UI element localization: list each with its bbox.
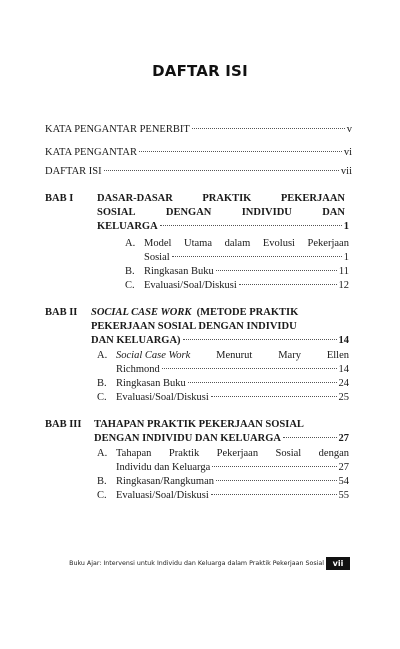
toc-entry-label: Evaluasi/Soal/Diskusi bbox=[144, 280, 237, 291]
chapter-title-line[interactable]: TAHAPAN PRAKTIK PEKERJAAN SOSIAL bbox=[94, 419, 304, 430]
leader-dots bbox=[216, 270, 337, 271]
toc-entry-page: 1 bbox=[343, 252, 349, 263]
toc-entry-bab-1-b[interactable] bbox=[144, 265, 349, 278]
chapter-title-word: PRAKTIK bbox=[202, 193, 252, 204]
section-title-word: Praktik bbox=[168, 448, 200, 459]
toc-entry-bab-2[interactable] bbox=[91, 334, 349, 347]
toc-entry-page: vii bbox=[340, 166, 352, 177]
leader-dots bbox=[139, 151, 342, 152]
toc-entry-bab-3[interactable] bbox=[94, 432, 349, 445]
toc-entry-label: Ringkasan Buku bbox=[116, 378, 186, 389]
leader-dots bbox=[104, 170, 339, 171]
section-title-italic: Social Case Work bbox=[116, 350, 191, 361]
toc-entry-page: v bbox=[346, 124, 352, 135]
toc-entry-page: 27 bbox=[338, 433, 349, 444]
chapter-title-word: DAN bbox=[322, 207, 345, 218]
section-letter: B. bbox=[97, 378, 107, 389]
section-title-line[interactable] bbox=[144, 237, 349, 250]
chapter-title-word: PEKERJAAN bbox=[280, 193, 345, 204]
toc-entry-page: 55 bbox=[338, 490, 349, 501]
section-letter: C. bbox=[125, 280, 135, 291]
leader-dots bbox=[192, 128, 345, 129]
toc-entry-label: Evaluasi/Soal/Diskusi bbox=[116, 490, 209, 501]
toc-entry-label: KATA PENGANTAR bbox=[45, 147, 137, 158]
section-title-end: Individu dan Keluarga bbox=[116, 462, 211, 473]
toc-entry-page: 11 bbox=[338, 266, 349, 277]
toc-entry-label: Ringkasan Buku bbox=[144, 266, 214, 277]
page-footer bbox=[0, 557, 400, 571]
leader-dots bbox=[216, 480, 337, 481]
section-title-end: Sosial bbox=[144, 252, 170, 263]
toc-entry-page: 25 bbox=[338, 392, 349, 403]
footer-page-number: vii bbox=[326, 557, 350, 570]
chapter-number: BAB I bbox=[45, 193, 74, 204]
toc-entry-page: vi bbox=[343, 147, 352, 158]
toc-entry-label: DAFTAR ISI bbox=[45, 166, 102, 177]
chapter-number: BAB II bbox=[45, 307, 78, 318]
leader-dots bbox=[160, 225, 342, 226]
toc-entry-bab-3-b[interactable] bbox=[116, 475, 349, 488]
leader-dots bbox=[162, 368, 337, 369]
chapter-title-word: SOSIAL bbox=[97, 207, 136, 218]
section-letter: B. bbox=[97, 476, 107, 487]
chapter-title-line[interactable]: PEKERJAAN SOSIAL DENGAN INDIVIDU bbox=[91, 321, 297, 332]
toc-entry-label: KATA PENGANTAR PENERBIT bbox=[45, 124, 190, 135]
section-letter: C. bbox=[97, 490, 107, 501]
section-title-line[interactable] bbox=[116, 447, 349, 460]
section-title-word: dalam bbox=[224, 238, 251, 249]
toc-entry-page: 54 bbox=[338, 476, 349, 487]
chapter-title-end: KELUARGA bbox=[97, 221, 158, 232]
toc-entry-label: Evaluasi/Soal/Diskusi bbox=[116, 392, 209, 403]
chapter-title-end: DENGAN INDIVIDU DAN KELUARGA bbox=[94, 433, 281, 444]
chapter-title-word: INDIVIDU bbox=[241, 207, 292, 218]
toc-entry-bab-3-a[interactable] bbox=[116, 461, 349, 474]
section-title-word: Pekerjaan bbox=[307, 238, 349, 249]
leader-dots bbox=[212, 466, 336, 467]
chapter-title-line[interactable] bbox=[97, 206, 345, 219]
section-title-word: Menurut bbox=[216, 350, 253, 361]
section-letter: C. bbox=[97, 392, 107, 403]
leader-dots bbox=[239, 284, 337, 285]
toc-entry-label: Ringkasan/Rangkuman bbox=[116, 476, 214, 487]
chapter-title-rest: (METODE PRAKTIK bbox=[196, 307, 299, 318]
toc-entry-kata-pengantar[interactable] bbox=[45, 146, 352, 159]
section-title-word: Sosial bbox=[275, 448, 302, 459]
chapter-title-end: DAN KELUARGA) bbox=[91, 335, 181, 346]
section-title-word: Pekerjaan bbox=[216, 448, 259, 459]
toc-entry-bab-1[interactable] bbox=[97, 220, 349, 233]
footer-book-title: Buku Ajar: Intervensi untuk Individu dan Keluarga dalam Praktik Pekerjaan Sosial bbox=[69, 560, 324, 567]
page-title: DAFTAR ISI bbox=[152, 62, 248, 80]
section-letter: A. bbox=[97, 448, 108, 459]
chapter-title-word: DENGAN bbox=[165, 207, 212, 218]
section-letter: A. bbox=[125, 238, 136, 249]
leader-dots bbox=[183, 339, 337, 340]
toc-entry-page: 14 bbox=[338, 364, 349, 375]
section-title-word: Tahapan bbox=[116, 448, 152, 459]
chapter-title-word: DASAR-DASAR bbox=[97, 193, 173, 204]
toc-entry-page: 14 bbox=[338, 335, 349, 346]
toc-entry-bab-2-c[interactable] bbox=[116, 391, 349, 404]
toc-entry-bab-2-b[interactable] bbox=[116, 377, 349, 390]
toc-entry-page: 24 bbox=[338, 378, 349, 389]
leader-dots bbox=[211, 396, 337, 397]
chapter-title-line[interactable] bbox=[97, 192, 345, 205]
toc-entry-bab-2-a[interactable] bbox=[116, 363, 349, 376]
leader-dots bbox=[283, 437, 337, 438]
chapter-number: BAB III bbox=[45, 419, 82, 430]
toc-entry-page: 27 bbox=[338, 462, 349, 473]
toc-entry-bab-1-a[interactable] bbox=[144, 251, 349, 264]
toc-entry-page: 1 bbox=[343, 221, 349, 232]
section-title-line[interactable] bbox=[116, 349, 349, 362]
leader-dots bbox=[172, 256, 342, 257]
toc-entry-kata-pengantar-penerbit[interactable] bbox=[45, 123, 352, 136]
section-title-word: Ellen bbox=[326, 350, 349, 361]
section-title-word: Mary bbox=[278, 350, 301, 361]
section-title-word: Evolusi bbox=[262, 238, 295, 249]
section-title-word: Model bbox=[144, 238, 172, 249]
section-letter: B. bbox=[125, 266, 135, 277]
chapter-title-line[interactable] bbox=[91, 306, 298, 319]
section-title-word: dengan bbox=[318, 448, 349, 459]
section-title-word: Utama bbox=[184, 238, 213, 249]
leader-dots bbox=[188, 382, 337, 383]
toc-entry-bab-1-c[interactable] bbox=[144, 279, 349, 292]
section-letter: A. bbox=[97, 350, 108, 361]
chapter-title-italic: SOCIAL CASE WORK bbox=[91, 307, 192, 318]
toc-entry-daftar-isi[interactable] bbox=[45, 165, 352, 178]
toc-entry-page: 12 bbox=[338, 280, 349, 291]
leader-dots bbox=[211, 494, 337, 495]
section-title-end: Richmond bbox=[116, 364, 160, 375]
toc-entry-bab-3-c[interactable] bbox=[116, 489, 349, 502]
